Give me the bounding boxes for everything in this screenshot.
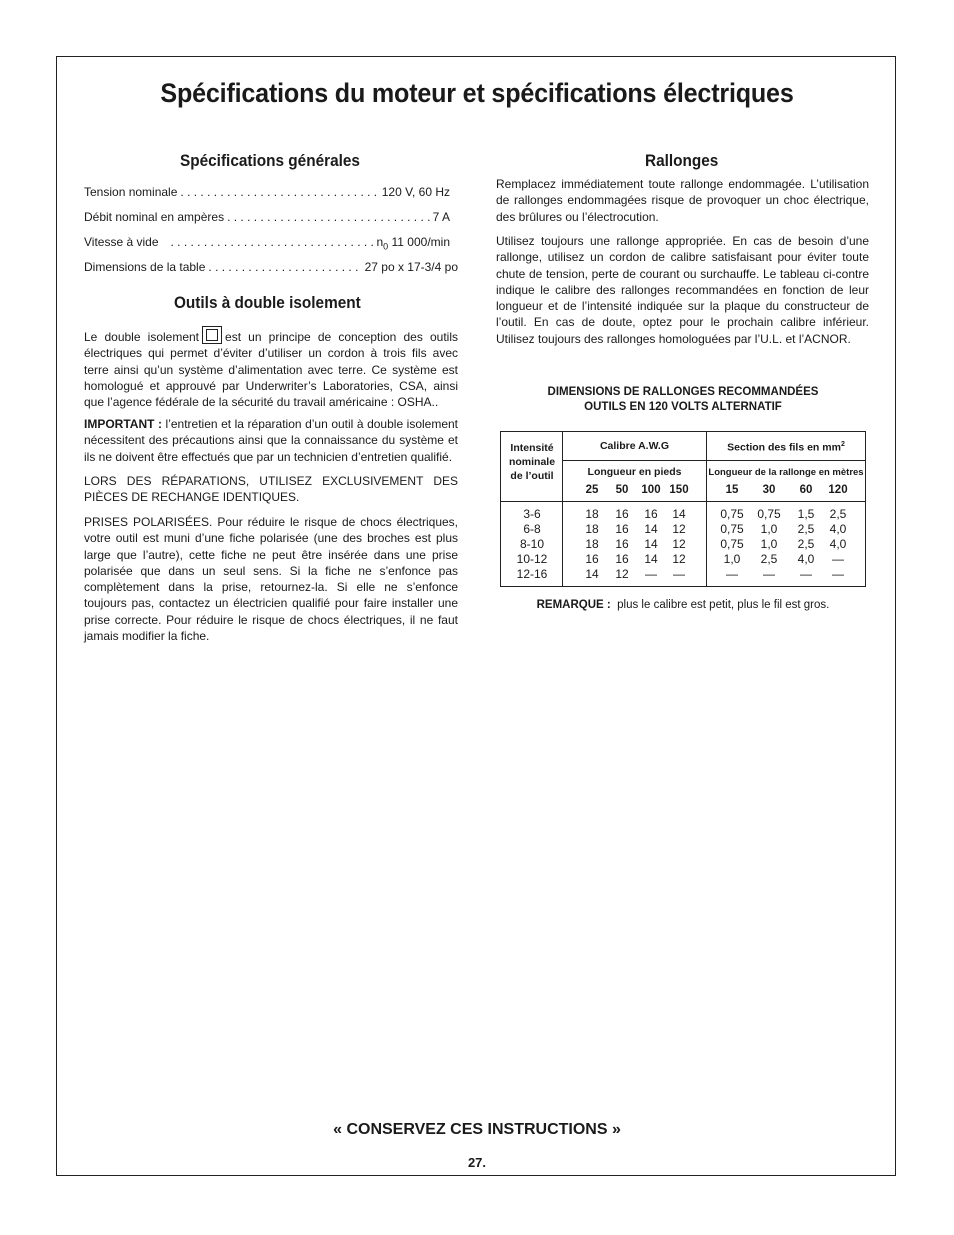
- mm-column: [716, 507, 748, 582]
- table-cell: 2,5: [797, 537, 815, 551]
- table-cell: 18: [585, 522, 599, 536]
- intensity-column: [503, 507, 561, 582]
- spec-label: Tension nominale: [84, 185, 178, 199]
- table-cell: 1,0: [723, 552, 741, 566]
- length-meters-header: Longueur de la rallonge en mètres: [708, 467, 864, 478]
- spec-amperage: [84, 210, 458, 224]
- awg-column: [637, 507, 665, 582]
- m-header: 120: [828, 484, 848, 496]
- page-title: Spécifications du moteur et spécifications électriques: [160, 78, 794, 108]
- table-cell: 16: [615, 522, 629, 536]
- length-feet-header: Longueur en pieds: [587, 466, 682, 478]
- ft-header: 50: [615, 484, 629, 496]
- table-cell: —: [673, 567, 685, 581]
- awg-column: [579, 507, 605, 582]
- mm-column: [823, 507, 853, 582]
- spec-speed: [84, 235, 458, 251]
- save-instructions-footer: « CONSERVEZ CES INSTRUCTIONS »: [333, 1121, 621, 1138]
- table-cell: 4,0: [797, 552, 815, 566]
- double-insulation-paragraph: Le double isolement est un principe de conception des outils électriques qui permet d’éviter d’utiliser un cordon à trois fils avec terre ainsi qu’un système d’alimentation avec terre. Ce système est homologué et approuvé par Underwriter’s Laboratories, CSA, ainsi que l’agence fédérale de la sécurité du travail américaine : OSHA..: [84, 326, 458, 410]
- repair-paragraph: LORS DES RÉPARATIONS, UTILISEZ EXCLUSIVEMENT DES PIÈCES DE RECHANGE IDENTIQUES.: [84, 474, 458, 505]
- table-cell: 14: [644, 537, 658, 551]
- note: REMARQUE : plus le calibre est petit, plus le fil est gros.: [536, 599, 830, 611]
- double-insulation-heading: Outils à double isolement: [174, 294, 361, 312]
- ft-header: 25: [585, 484, 599, 496]
- table-cell: 12-16: [516, 567, 548, 581]
- table-cell: 4,0: [829, 537, 847, 551]
- table-cell: 10-12: [516, 552, 548, 566]
- table-cell: 14: [585, 567, 599, 581]
- table-cell: 16: [644, 507, 658, 521]
- intensity-header: Intensité nominale de l’outil: [508, 442, 556, 482]
- ft-header: 100: [641, 484, 661, 496]
- spec-label: Vitesse à vide: [84, 235, 159, 249]
- awg-header: Calibre A.W.G: [599, 440, 670, 452]
- table-cell: —: [832, 567, 844, 581]
- table-cell: 12: [672, 552, 686, 566]
- important-paragraph: IMPORTANT : l’entretien et la réparation d’un outil à double isolement nécessitent des précautions ainsi que la connaissance du système et ils ne doivent être effectués que par un technicien d’entretien qualifié.: [84, 417, 459, 464]
- table-cell: 16: [615, 507, 629, 521]
- spec-voltage: [84, 185, 458, 199]
- table-cell: —: [763, 567, 775, 581]
- table-cell: 3-6: [523, 507, 541, 521]
- table-cell: 6-8: [523, 522, 541, 536]
- table-cell: 2,5: [797, 522, 815, 536]
- table-cell: 1,5: [797, 507, 815, 521]
- table-cell: 2,5: [760, 552, 778, 566]
- table-cell: 12: [672, 522, 686, 536]
- awg-column: [665, 507, 693, 582]
- spec-value: 7 A: [432, 210, 450, 224]
- table-cell: 1,0: [760, 522, 778, 536]
- m-header: 30: [762, 484, 776, 496]
- table-cell: 0,75: [720, 522, 744, 536]
- table-cell: 4,0: [829, 522, 847, 536]
- table-cell: 0,75: [720, 507, 744, 521]
- table-cell: 0,75: [720, 537, 744, 551]
- general-specs-heading: Spécifications générales: [180, 152, 360, 170]
- extension-cord-table: [500, 431, 866, 587]
- spec-label: Débit nominal en ampères: [84, 210, 225, 224]
- table-cell: 8-10: [519, 537, 545, 551]
- table-cell: 18: [585, 537, 599, 551]
- table-cell: 1,0: [760, 537, 778, 551]
- table-cell: 0,75: [757, 507, 781, 521]
- mm-column: [791, 507, 821, 582]
- ft-header: 150: [669, 484, 689, 496]
- page-number: 27.: [467, 1155, 487, 1170]
- table-cell: 12: [672, 537, 686, 551]
- table-cell: 18: [585, 507, 599, 521]
- table-title: DIMENSIONS DE RALLONGES RECOMMANDÉES OUTILS EN 120 VOLTS ALTERNATIF: [547, 386, 819, 413]
- rallonges-paragraph-2: Utilisez toujours une rallonge appropriée. En cas de besoin d’une rallonge, utilisez un cordon de calibre satisfaisant pour éviter toute chute de tension, perte de courant ou surchauffe. Le tableau ci-contre indique le calibre des rallonges recommandées en fonction de leur longueur et de l’intensité indiquée sur la plaque du constructeur de l’outil. En cas de doute, optez pour le prochain calibre inférieur. Utilisez toujours des rallonges homologuées par l’U.L. et l’ACNOR.: [496, 234, 869, 346]
- m-header: 15: [725, 484, 739, 496]
- section-header: Section des fils en $mm^2$: [727, 441, 845, 454]
- m-header: 60: [799, 484, 813, 496]
- polarized-paragraph: PRISES POLARISÉES. Pour réduire le risque de chocs électriques, votre outil est muni d’une fiche polarisée (une des broches est plus large que l’autre), cette fiche ne peut être insérée dans une prise polarisée que dans un seul sens. Si la fiche ne s’enfonce pas complètement dans la prise, retournez-la. Si elle ne s’enfonce toujours pas, contactez un électricien qualifié pour faire installer une prise correcte. Pour réduire le risque de chocs électriques, il ne faut jamais modifier la fiche.: [84, 515, 458, 644]
- spec-label: Dimensions de la table: [84, 260, 206, 274]
- spec-value: $n_0$ 11 000/min: [376, 235, 450, 252]
- double-insulation-icon: [202, 326, 222, 344]
- rallonges-heading: Rallonges: [645, 152, 719, 170]
- table-cell: 14: [672, 507, 686, 521]
- table-cell: 16: [585, 552, 599, 566]
- rallonges-paragraph-1: Remplacez immédiatement toute rallonge endommagée. L’utilisation de rallonges endommagées risque de provoquer un choc électrique, des brûlures ou l’électrocution.: [496, 177, 869, 224]
- awg-column: [609, 507, 635, 582]
- table-cell: 14: [644, 522, 658, 536]
- table-cell: 14: [644, 552, 658, 566]
- table-cell: —: [726, 567, 738, 581]
- table-cell: 12: [615, 567, 629, 581]
- table-cell: —: [832, 552, 844, 566]
- table-cell: 16: [615, 552, 629, 566]
- spec-value: 120 V, 60 Hz: [381, 185, 450, 199]
- table-cell: —: [645, 567, 657, 581]
- table-cell: 16: [615, 537, 629, 551]
- spec-table-size: [84, 260, 458, 274]
- mm-column: [753, 507, 785, 582]
- table-cell: —: [800, 567, 812, 581]
- table-cell: 2,5: [829, 507, 847, 521]
- spec-value: 27 po x 17-3/4 po: [364, 260, 458, 274]
